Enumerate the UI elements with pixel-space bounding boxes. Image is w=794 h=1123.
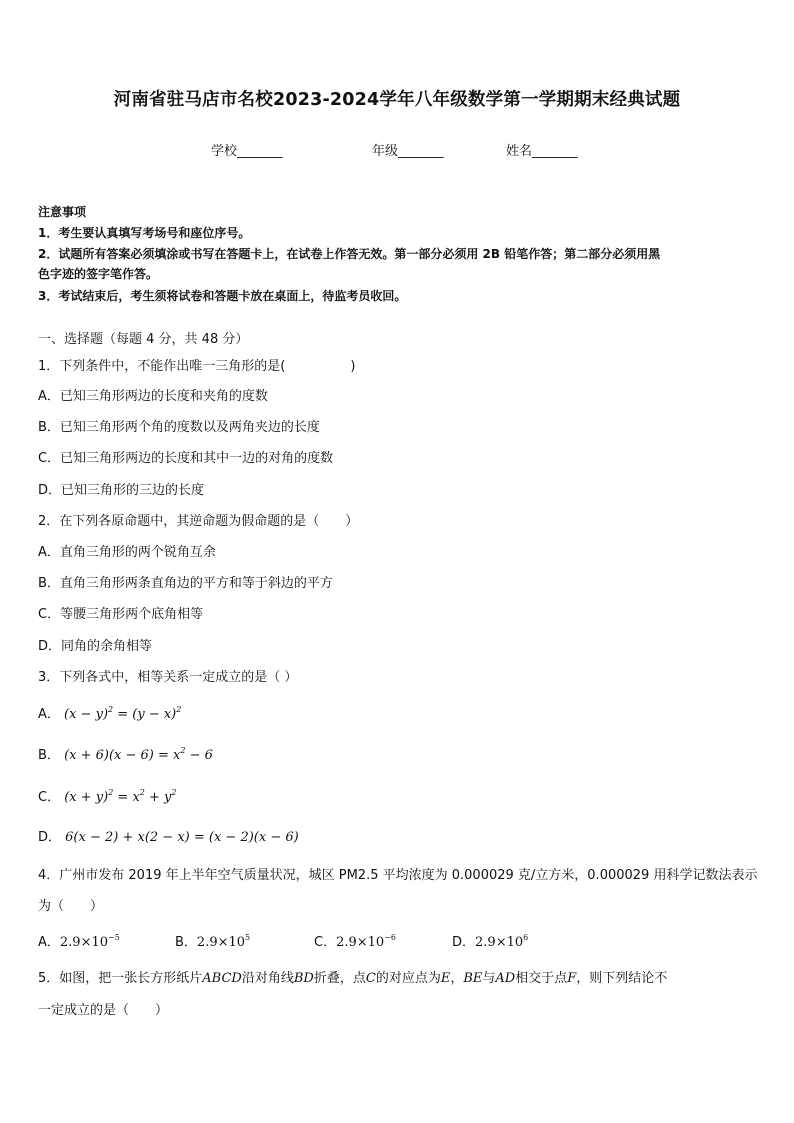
name-field — [506, 140, 578, 159]
option-label: A． — [38, 707, 60, 722]
question-4-option-a: A．$2.9\times 10^{-5}$ — [38, 933, 120, 950]
grade-field — [372, 140, 444, 159]
notes-heading: 注意事项 — [38, 205, 87, 219]
note-item: 1．考生要认真填写考场号和座位序号。 — [38, 226, 251, 240]
question-3-option-c — [38, 786, 177, 805]
question-4-option-c: C．$2.9\times 10^{-6}$ — [314, 933, 396, 950]
question-4-option-b: B．$2.9\times 10^5$ — [175, 933, 251, 950]
school-blank: _______ — [237, 144, 283, 159]
grade-blank: _______ — [398, 144, 444, 159]
question-3-option-a — [38, 703, 181, 722]
question-4-option-d: D．$2.9\times 10^6$ — [452, 933, 529, 950]
question-2-option-a: A．直角三角形的两个锐角互余 — [38, 545, 216, 560]
exam-title: 河南省驻马店市名校2023-2024学年八年级数学第一学期期末经典试题 — [113, 90, 681, 110]
formula: $(x - y)^2 = (y - x)^2$ — [64, 705, 182, 722]
question-5-line-1: 5．如图，把一张长方形纸片ABCD沿对角线BD折叠，点C的对应点为E，BE与AD相交于点F，则下列结论不 — [38, 971, 668, 986]
question-1-stem: 1．下列条件中，不能作出唯一三角形的是( ) — [38, 359, 356, 374]
grade-label: 年级 — [372, 144, 399, 159]
note-item: 3．考试结束后，考生须将试卷和答题卡放在桌面上，待监考员收回。 — [38, 289, 407, 303]
question-2-option-d: D．同角的余角相等 — [38, 639, 153, 654]
question-1-option-d: D．已知三角形的三边的长度 — [38, 483, 205, 498]
question-3-stem: 3．下列各式中，相等关系一定成立的是（ ） — [38, 670, 298, 685]
formula: $(x + 6)(x - 6) = x^2 - 6$ — [64, 746, 213, 763]
question-4-line-1: 4．广州市发布 2019 年上半年空气质量状况，城区 PM2.5 平均浓度为 0.000029 克/立方米，0.000029 用科学记数法表示 — [38, 868, 758, 883]
school-label: 学校 — [211, 144, 238, 159]
note-item: 2．试题所有答案必须填涂或书写在答题卡上，在试卷上作答无效。第一部分必须用 2B 铅笔作答；第二部分必须用黑 — [38, 247, 661, 261]
question-2-stem: 2．在下列各原命题中，其逆命题为假命题的是（ ） — [38, 514, 359, 529]
school-field — [211, 140, 283, 159]
formula: 6(x − 2) + x(2 − x) = (x − 2)(x − 6) — [65, 830, 299, 845]
option-label: B． — [38, 748, 60, 763]
option-label: D． — [38, 830, 62, 845]
question-2-option-c: C．等腰三角形两个底角相等 — [38, 607, 204, 622]
question-1-option-b: B．已知三角形两个角的度数以及两角夹边的长度 — [38, 420, 320, 435]
question-3-option-d — [38, 826, 299, 845]
question-3-option-b — [38, 744, 213, 763]
formula: $(x + y)^2 = x^2 + y^2$ — [64, 788, 177, 805]
name-blank: _______ — [532, 144, 578, 159]
name-label: 姓名 — [506, 144, 533, 159]
question-2-option-b: B．直角三角形两条直角边的平方和等于斜边的平方 — [38, 576, 333, 591]
question-1-option-c: C．已知三角形两边的长度和其中一边的对角的度数 — [38, 451, 334, 466]
question-5-line-2: 一定成立的是（ ） — [38, 1003, 169, 1018]
note-item: 色字迹的签字笔作答。 — [38, 267, 159, 281]
question-1-option-a: A．已知三角形两边的长度和夹角的度数 — [38, 389, 268, 404]
question-4-line-2: 为（ ） — [38, 899, 104, 914]
option-label: C． — [38, 790, 61, 805]
section-heading: 一、选择题（每题 4 分，共 48 分） — [38, 332, 249, 347]
